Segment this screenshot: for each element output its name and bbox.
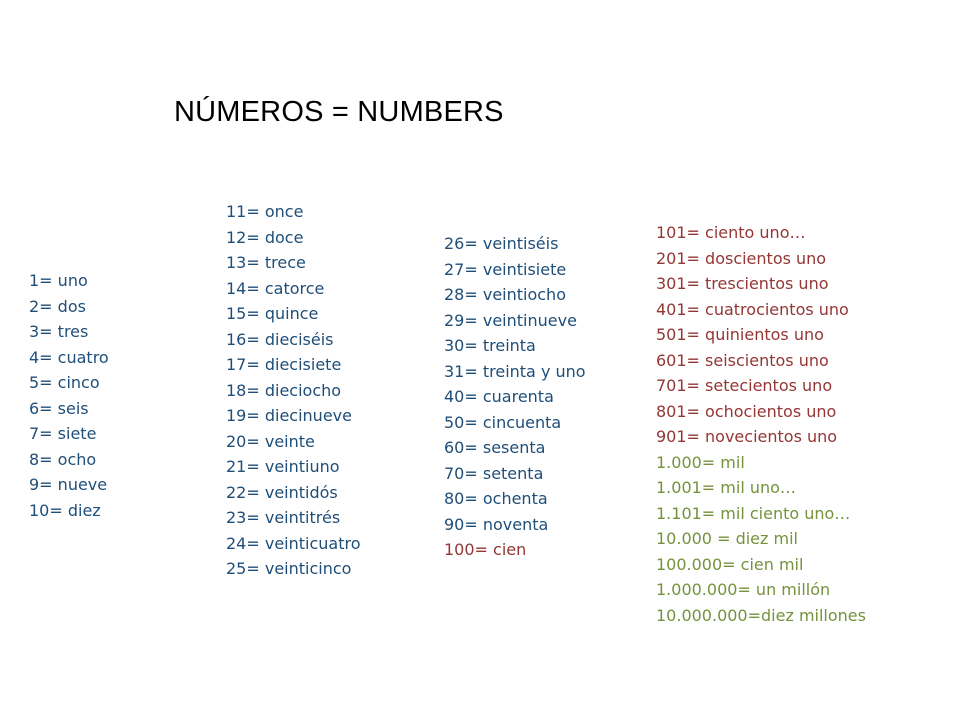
number-entry: 14= catorce (226, 278, 325, 298)
number-entry: 6= seis (29, 398, 89, 418)
number-entry: 10.000.000=diez millones (656, 605, 866, 625)
number-entry: 17= diecisiete (226, 355, 342, 374)
number-entry: 19= diecinueve (226, 406, 352, 425)
number-entry: 901= novecientos uno (656, 427, 838, 446)
number-entry: 30= treinta (444, 336, 536, 355)
number-entry: 1.001= mil uno… (656, 478, 796, 497)
number-entry: 23= veintitrés (226, 508, 341, 527)
number-entry: 70= setenta (444, 463, 544, 483)
number-entry: 100= cien (444, 540, 527, 559)
numbers-column-1-10 (29, 268, 109, 523)
number-entry: 50= cincuenta (444, 412, 562, 432)
number-entry: 8= ocho (29, 449, 97, 469)
number-entry: 3= tres (29, 322, 89, 341)
number-entry: 15= quince (226, 304, 319, 323)
number-entry: 801= ochocientos uno (656, 401, 837, 421)
number-entry: 80= ochenta (444, 489, 548, 508)
number-entry: 12= doce (226, 227, 304, 247)
number-entry: 20= veinte (226, 431, 315, 451)
number-entry: 10.000 = diez mil (656, 529, 798, 548)
number-entry: 18= dieciocho (226, 380, 342, 400)
number-entry: 601= seiscientos uno (656, 350, 829, 370)
number-entry: 11= once (226, 202, 304, 221)
number-entry: 22= veintidós (226, 482, 338, 502)
number-entry: 26= veintiséis (444, 234, 559, 253)
number-entry: 1.101= mil ciento uno… (656, 503, 851, 523)
number-entry: 100.000= cien mil (656, 554, 804, 574)
slide-title: NÚMEROS = NUMBERS (174, 96, 504, 128)
number-entry: 21= veintiuno (226, 457, 340, 476)
numbers-column-26-100 (444, 231, 586, 563)
number-entry: 28= veintiocho (444, 285, 566, 304)
number-entry: 7= siete (29, 424, 97, 443)
number-entry: 40= cuarenta (444, 387, 554, 406)
number-entry: 16= dieciséis (226, 329, 334, 349)
number-entry: 25= veinticinco (226, 559, 352, 578)
number-entry: 90= noventa (444, 514, 549, 534)
number-entry: 24= veinticuatro (226, 533, 361, 553)
number-entry: 2= dos (29, 296, 86, 316)
number-entry: 1.000= mil (656, 452, 745, 472)
number-entry: 101= ciento uno… (656, 223, 806, 242)
numbers-column-101-plus (656, 220, 866, 628)
number-entry: 501= quinientos uno (656, 325, 824, 344)
number-entry: 29= veintinueve (444, 310, 577, 330)
numbers-column-11-25 (226, 199, 361, 582)
number-entry: 401= cuatrocientos uno (656, 299, 849, 319)
number-entry: 60= sesenta (444, 438, 546, 457)
number-entry: 31= treinta y uno (444, 361, 586, 381)
number-entry: 4= cuatro (29, 347, 109, 367)
number-entry: 1.000.000= un millón (656, 580, 831, 599)
number-entry: 5= cinco (29, 373, 100, 392)
number-entry: 9= nueve (29, 475, 108, 494)
number-entry: 13= trece (226, 253, 306, 272)
number-entry: 701= setecientos uno (656, 376, 833, 395)
number-entry: 10= diez (29, 500, 101, 520)
number-entry: 27= veintisiete (444, 259, 567, 279)
number-entry: 201= doscientos uno (656, 248, 827, 268)
number-entry: 1= uno (29, 271, 88, 290)
number-entry: 301= trescientos uno (656, 274, 829, 293)
